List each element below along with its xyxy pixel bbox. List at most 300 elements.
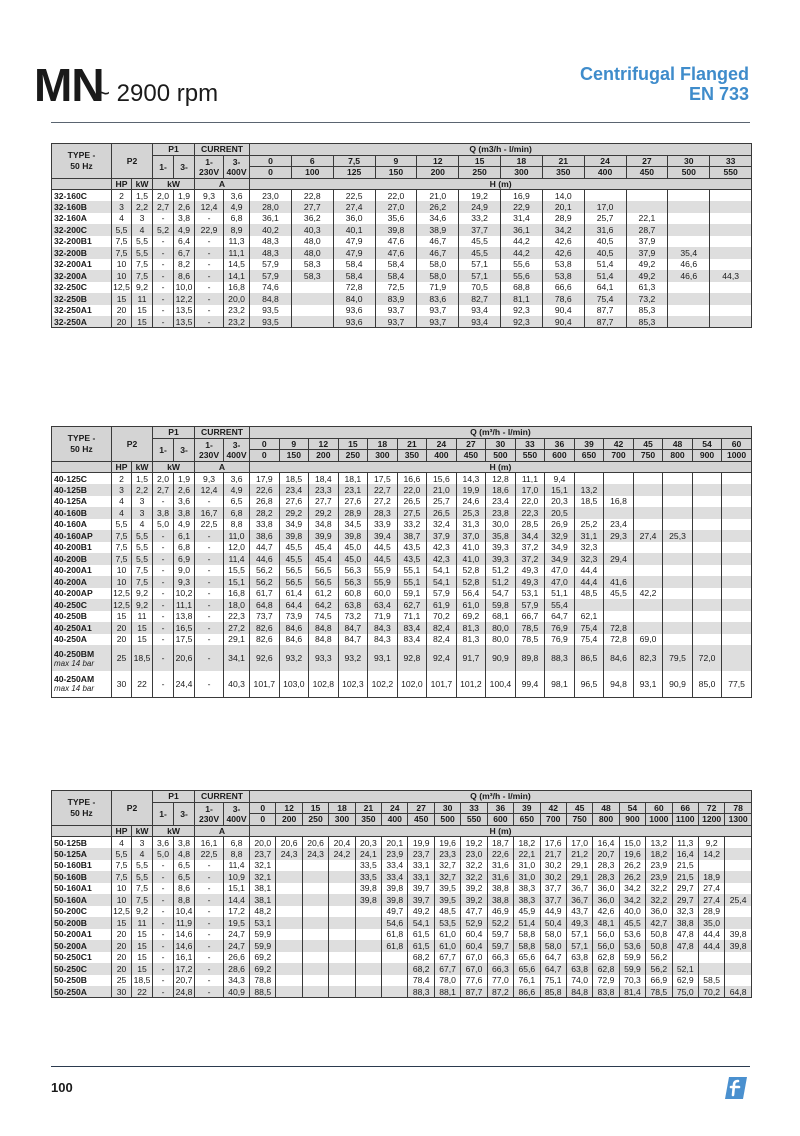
head-value: 16,9 xyxy=(501,190,543,202)
p2-hp: 2 xyxy=(112,190,132,202)
head-value: 52,9 xyxy=(461,917,487,929)
p1-three: 3,8 xyxy=(174,507,195,519)
head-value: 63,4 xyxy=(368,599,398,611)
p2-hp: 7,5 xyxy=(112,553,132,565)
p2-hp: 7,5 xyxy=(112,871,132,883)
head-value: 93,1 xyxy=(368,645,398,671)
head-value xyxy=(276,906,302,918)
head-value: 47,0 xyxy=(545,576,575,588)
current-three-phase xyxy=(224,802,250,825)
head-value: 14,0 xyxy=(542,190,584,202)
head-value: 32,1 xyxy=(250,871,276,883)
head-value: 71,9 xyxy=(417,282,459,294)
q-m3h-value: 15 xyxy=(459,155,501,167)
head-value: 14,2 xyxy=(698,848,724,860)
head-value: 24,2 xyxy=(329,848,355,860)
p1-three: 4,9 xyxy=(174,519,195,531)
current-three: 15,1 xyxy=(224,883,250,895)
q-m3h-value: 27 xyxy=(456,438,486,450)
head-value: 37,2 xyxy=(515,553,545,565)
head-value xyxy=(725,917,752,929)
blank-header xyxy=(52,178,112,190)
head-value: 46,7 xyxy=(417,247,459,259)
head-value xyxy=(329,986,355,998)
head-value: 40,1 xyxy=(333,224,375,236)
type-header xyxy=(52,144,112,179)
pump-type xyxy=(52,940,112,952)
head-value xyxy=(692,530,722,542)
head-value: 55,6 xyxy=(501,270,543,282)
head-value: 49,7 xyxy=(382,906,408,918)
head-value: 59,7 xyxy=(487,940,513,952)
table-row xyxy=(52,213,752,225)
head-value: 78,4 xyxy=(408,975,434,987)
head-value: 57,9 xyxy=(250,259,292,271)
p2-hp: 5,5 xyxy=(112,224,132,236)
p2-hp: 10 xyxy=(112,259,132,271)
pump-type xyxy=(52,259,112,271)
head-value: 21,0 xyxy=(427,484,457,496)
head-value xyxy=(355,986,381,998)
head-value: 25,2 xyxy=(574,519,604,531)
p1-header: P1 xyxy=(153,427,195,439)
table-row xyxy=(52,519,752,531)
head-value: 38,8 xyxy=(487,894,513,906)
head-value: 87,2 xyxy=(487,986,513,998)
p1-single-phase: 1- xyxy=(153,438,174,461)
q-lmin-value: 200 xyxy=(276,814,302,826)
q-lmin-value: 800 xyxy=(663,450,693,462)
head-value: 36,0 xyxy=(646,906,672,918)
head-value: 74,5 xyxy=(309,611,339,623)
head-value xyxy=(710,236,752,248)
p1-single: - xyxy=(153,634,174,646)
head-value: 43,5 xyxy=(397,542,427,554)
q-m3h-value: 12 xyxy=(417,155,459,167)
p1-three: 9,0 xyxy=(174,565,195,577)
head-value: 102,2 xyxy=(368,671,398,697)
head-value: 48,5 xyxy=(574,588,604,600)
p2-kw: 7,5 xyxy=(132,259,153,271)
head-value: 83,9 xyxy=(375,293,417,305)
head-value: 31,3 xyxy=(456,519,486,531)
head-value: 64,7 xyxy=(545,611,575,623)
head-value xyxy=(722,599,752,611)
head-value: 39,5 xyxy=(434,894,460,906)
head-value: 24,6 xyxy=(456,496,486,508)
pump-type xyxy=(52,645,112,671)
head-value: 34,2 xyxy=(542,224,584,236)
head-value: 88,5 xyxy=(250,986,276,998)
pump-type xyxy=(52,213,112,225)
head-value: 49,3 xyxy=(515,576,545,588)
head-value: 20,0 xyxy=(250,837,276,849)
head-value: 67,7 xyxy=(434,952,460,964)
head-value: 29,1 xyxy=(566,871,592,883)
head-value: 70,2 xyxy=(427,611,457,623)
head-unit: H (m) xyxy=(250,461,752,473)
p1-three: 24,8 xyxy=(174,986,195,998)
table-row xyxy=(52,611,752,623)
p2-kw: 9,2 xyxy=(132,906,153,918)
table-row xyxy=(52,507,752,519)
current-amp-unit: A xyxy=(195,825,250,837)
p1-three: 6,1 xyxy=(174,530,195,542)
head-value xyxy=(276,952,302,964)
head-value: 58,0 xyxy=(540,929,566,941)
head-value xyxy=(329,917,355,929)
table-row xyxy=(52,906,752,918)
phase-label: 1- xyxy=(205,156,213,167)
head-value: 36,7 xyxy=(566,894,592,906)
head-value: 84,8 xyxy=(309,622,339,634)
head-value: 11,3 xyxy=(672,837,698,849)
pump-type xyxy=(52,929,112,941)
head-value: 18,5 xyxy=(574,496,604,508)
p1-single: 2,0 xyxy=(153,473,174,485)
head-value: 91,7 xyxy=(456,645,486,671)
q-m3h-value: 39 xyxy=(574,438,604,450)
head-value: 52,8 xyxy=(456,576,486,588)
head-value: 75,4 xyxy=(574,622,604,634)
head-value xyxy=(329,952,355,964)
current-single: - xyxy=(195,236,224,248)
p1-single: - xyxy=(153,860,174,872)
head-value: 92,8 xyxy=(397,645,427,671)
pump-type xyxy=(52,906,112,918)
p1-three: 2,6 xyxy=(174,201,195,213)
p1-single: - xyxy=(153,553,174,565)
head-value: 46,7 xyxy=(417,236,459,248)
head-value: 32,4 xyxy=(427,519,457,531)
head-value: 101,2 xyxy=(456,671,486,697)
table-row xyxy=(52,599,752,611)
head-value: 57,9 xyxy=(515,599,545,611)
pump-type xyxy=(52,975,112,987)
table-row xyxy=(52,270,752,282)
head-value: 38,8 xyxy=(487,883,513,895)
head-value: 65,6 xyxy=(514,952,540,964)
head-value: 54,1 xyxy=(427,565,457,577)
head-value: 21,7 xyxy=(540,848,566,860)
q-m3h-value: 48 xyxy=(663,438,693,450)
head-value: 85,8 xyxy=(540,986,566,998)
p1-single: - xyxy=(153,588,174,600)
head-value: 100,4 xyxy=(486,671,516,697)
p2-hp: 7,5 xyxy=(112,860,132,872)
table-row xyxy=(52,671,752,697)
head-value: 69,2 xyxy=(250,963,276,975)
hz-label: 50 Hz xyxy=(70,443,93,454)
q-lmin-value: 450 xyxy=(456,450,486,462)
head-value: 19,9 xyxy=(408,837,434,849)
table-row xyxy=(52,201,752,213)
head-value: 58,8 xyxy=(514,929,540,941)
pump-type xyxy=(52,565,112,577)
head-value: 61,4 xyxy=(279,588,309,600)
table-row xyxy=(52,542,752,554)
head-value: 70,3 xyxy=(619,975,645,987)
q-m3h-value: 18 xyxy=(501,155,543,167)
p2-kw: 15 xyxy=(132,305,153,317)
p1-header: P1 xyxy=(153,144,195,156)
q-m3h-value: 30 xyxy=(434,802,460,814)
head-value: 93,2 xyxy=(338,645,368,671)
p2-kw: 15 xyxy=(132,963,153,975)
type-header xyxy=(52,427,112,462)
pump-type xyxy=(52,671,112,697)
head-value xyxy=(725,860,752,872)
current-three: 23,2 xyxy=(224,305,250,317)
table-row xyxy=(52,553,752,565)
head-value: 33,9 xyxy=(368,519,398,531)
head-value: 56,2 xyxy=(646,963,672,975)
head-value: 51,2 xyxy=(486,565,516,577)
table-row xyxy=(52,530,752,542)
head-value xyxy=(663,484,693,496)
current-single: - xyxy=(195,316,224,328)
head-value: 62,8 xyxy=(593,952,619,964)
head-value xyxy=(663,496,693,508)
head-value: 75,4 xyxy=(574,634,604,646)
p2-kw: 4 xyxy=(132,224,153,236)
head-value: 48,0 xyxy=(291,247,333,259)
p1-three: 14,6 xyxy=(174,929,195,941)
head-value: 33,1 xyxy=(408,860,434,872)
q-lmin-value: 500 xyxy=(486,450,516,462)
head-value: 22,0 xyxy=(515,496,545,508)
head-value: 102,0 xyxy=(397,671,427,697)
head-value: 35,6 xyxy=(375,213,417,225)
head-value xyxy=(355,963,381,975)
head-value: 56,2 xyxy=(250,565,280,577)
head-value: 18,7 xyxy=(487,837,513,849)
head-value: 56,0 xyxy=(593,929,619,941)
current-single-phase xyxy=(195,155,224,178)
head-value xyxy=(329,871,355,883)
p1-single: - xyxy=(153,963,174,975)
head-value: 74,6 xyxy=(250,282,292,294)
table-row xyxy=(52,622,752,634)
head-value: 49,2 xyxy=(626,259,668,271)
p2-kw: 15 xyxy=(132,316,153,328)
head-value xyxy=(710,247,752,259)
head-value xyxy=(329,883,355,895)
head-value: 19,6 xyxy=(619,848,645,860)
head-value: 47,9 xyxy=(333,236,375,248)
head-value: 87,7 xyxy=(461,986,487,998)
pump-type xyxy=(52,599,112,611)
p1-single-phase: 1- xyxy=(153,802,174,825)
p2-header: P2 xyxy=(112,427,153,462)
head-value xyxy=(276,860,302,872)
q-m3h-value: 9 xyxy=(279,438,309,450)
head-value: 92,6 xyxy=(250,645,280,671)
head-value xyxy=(633,553,663,565)
p2-hp: 20 xyxy=(112,316,132,328)
p2-kw: 5,5 xyxy=(132,542,153,554)
p2-hp: 5,5 xyxy=(112,519,132,531)
p2-kw: 3 xyxy=(132,837,153,849)
pump-model: 40-200A xyxy=(54,576,87,587)
head-value: 37,9 xyxy=(626,247,668,259)
p1-three: 6,9 xyxy=(174,553,195,565)
kw-unit: kW xyxy=(132,825,153,837)
head-value xyxy=(302,860,328,872)
head-value: 13,2 xyxy=(646,837,672,849)
q-m3h-value: 72 xyxy=(698,802,724,814)
pump-model: 32-250B xyxy=(54,293,87,304)
head-value: 53,6 xyxy=(619,929,645,941)
phase-label: 3- xyxy=(232,803,241,814)
head-value: 27,7 xyxy=(291,201,333,213)
head-value: 81,1 xyxy=(501,293,543,305)
pump-type xyxy=(52,963,112,975)
current-single: - xyxy=(195,305,224,317)
head-value: 81,3 xyxy=(456,622,486,634)
p1-three: 3,8 xyxy=(174,837,195,849)
head-value: 48,1 xyxy=(593,917,619,929)
head-value: 37,7 xyxy=(459,224,501,236)
head-value: 78,5 xyxy=(646,986,672,998)
head-value: 23,7 xyxy=(408,848,434,860)
head-value: 90,9 xyxy=(486,645,516,671)
head-value: 44,4 xyxy=(574,565,604,577)
head-value: 27,4 xyxy=(698,894,724,906)
p2-hp: 4 xyxy=(112,837,132,849)
head-value xyxy=(668,224,710,236)
current-single: - xyxy=(195,917,224,929)
q-lmin-value: 0 xyxy=(250,167,292,179)
current-three: 4,9 xyxy=(224,201,250,213)
head-value: 61,9 xyxy=(427,599,457,611)
pump-model: 50-160B1 xyxy=(54,860,92,871)
current-single: 22,9 xyxy=(195,224,224,236)
head-value: 19,9 xyxy=(456,484,486,496)
q-m3h-value: 21 xyxy=(542,155,584,167)
head-value: 38,1 xyxy=(250,883,276,895)
head-value: 77,0 xyxy=(487,975,513,987)
q-m3h-value: 18 xyxy=(368,438,398,450)
head-value: 9,2 xyxy=(698,837,724,849)
head-value: 36,0 xyxy=(593,894,619,906)
head-value: 47,0 xyxy=(545,565,575,577)
head-value: 58,4 xyxy=(375,270,417,282)
current-three: 27,2 xyxy=(224,622,250,634)
p2-kw: 18,5 xyxy=(132,645,153,671)
table-row xyxy=(52,645,752,671)
table-row xyxy=(52,282,752,294)
head-value: 23,7 xyxy=(250,848,276,860)
head-value xyxy=(382,975,408,987)
type-header xyxy=(52,791,112,826)
p1-three: 6,7 xyxy=(174,247,195,259)
head-value: 84,0 xyxy=(333,293,375,305)
p1-three: 9,3 xyxy=(174,576,195,588)
pump-model: 50-125B xyxy=(54,837,87,848)
head-value xyxy=(355,906,381,918)
pump-type xyxy=(52,496,112,508)
pump-model: 50-250C xyxy=(54,963,87,974)
current-single: - xyxy=(195,213,224,225)
pump-type xyxy=(52,519,112,531)
q-m3h-value: 78 xyxy=(725,802,752,814)
head-value xyxy=(698,963,724,975)
head-value: 84,6 xyxy=(279,634,309,646)
head-value: 37,9 xyxy=(427,530,457,542)
head-value: 48,0 xyxy=(291,236,333,248)
pump-type xyxy=(52,282,112,294)
head-value: 60,8 xyxy=(338,588,368,600)
q-lmin-value: 900 xyxy=(692,450,722,462)
current-single: - xyxy=(195,986,224,998)
head-value: 58,5 xyxy=(698,975,724,987)
head-value xyxy=(722,473,752,485)
head-value: 82,6 xyxy=(250,634,280,646)
head-value xyxy=(725,848,752,860)
voltage-label: 400V xyxy=(226,813,247,824)
table-row xyxy=(52,224,752,236)
head-value: 29,1 xyxy=(566,860,592,872)
p1-single: - xyxy=(153,305,174,317)
p2-kw: 11 xyxy=(132,293,153,305)
head-value: 55,4 xyxy=(545,599,575,611)
head-value xyxy=(604,611,634,623)
q-lmin-value: 500 xyxy=(668,167,710,179)
pump-model: 50-160A xyxy=(54,894,87,905)
head-value: 90,4 xyxy=(542,305,584,317)
p1-three-phase: 3- xyxy=(174,802,195,825)
pump-model: 50-250A xyxy=(54,986,87,997)
head-value: 74,0 xyxy=(566,975,592,987)
p2-kw: 2,2 xyxy=(132,484,153,496)
current-single: - xyxy=(195,645,224,671)
p1-kw-unit: kW xyxy=(153,178,195,190)
p1-single: 3,6 xyxy=(153,837,174,849)
head-value: 56,3 xyxy=(338,565,368,577)
table-row xyxy=(52,860,752,872)
head-value: 78,5 xyxy=(515,622,545,634)
head-value: 24,3 xyxy=(302,848,328,860)
pump-type xyxy=(52,530,112,542)
q-lmin-value: 1200 xyxy=(698,814,724,826)
current-three: 23,2 xyxy=(224,316,250,328)
head-value: 84,6 xyxy=(279,622,309,634)
head-value xyxy=(692,599,722,611)
head-value: 87,7 xyxy=(584,305,626,317)
head-value: 51,1 xyxy=(545,588,575,600)
table-row xyxy=(52,883,752,895)
head-value: 27,0 xyxy=(375,201,417,213)
head-value xyxy=(668,201,710,213)
q-lmin-value: 300 xyxy=(501,167,543,179)
head-value: 23,4 xyxy=(279,484,309,496)
head-value: 93,6 xyxy=(333,305,375,317)
q-lmin-value: 750 xyxy=(566,814,592,826)
head-value: 93,1 xyxy=(633,671,663,697)
series-title: MN xyxy=(34,59,104,111)
head-value: 46,9 xyxy=(487,906,513,918)
head-value: 39,8 xyxy=(725,940,752,952)
head-value: 36,0 xyxy=(333,213,375,225)
current-three: 14,1 xyxy=(224,270,250,282)
head-value xyxy=(302,986,328,998)
head-value: 86,5 xyxy=(574,645,604,671)
head-value: 17,5 xyxy=(368,473,398,485)
head-value: 36,1 xyxy=(501,224,543,236)
current-three: 6,8 xyxy=(224,837,250,849)
head-value xyxy=(663,473,693,485)
